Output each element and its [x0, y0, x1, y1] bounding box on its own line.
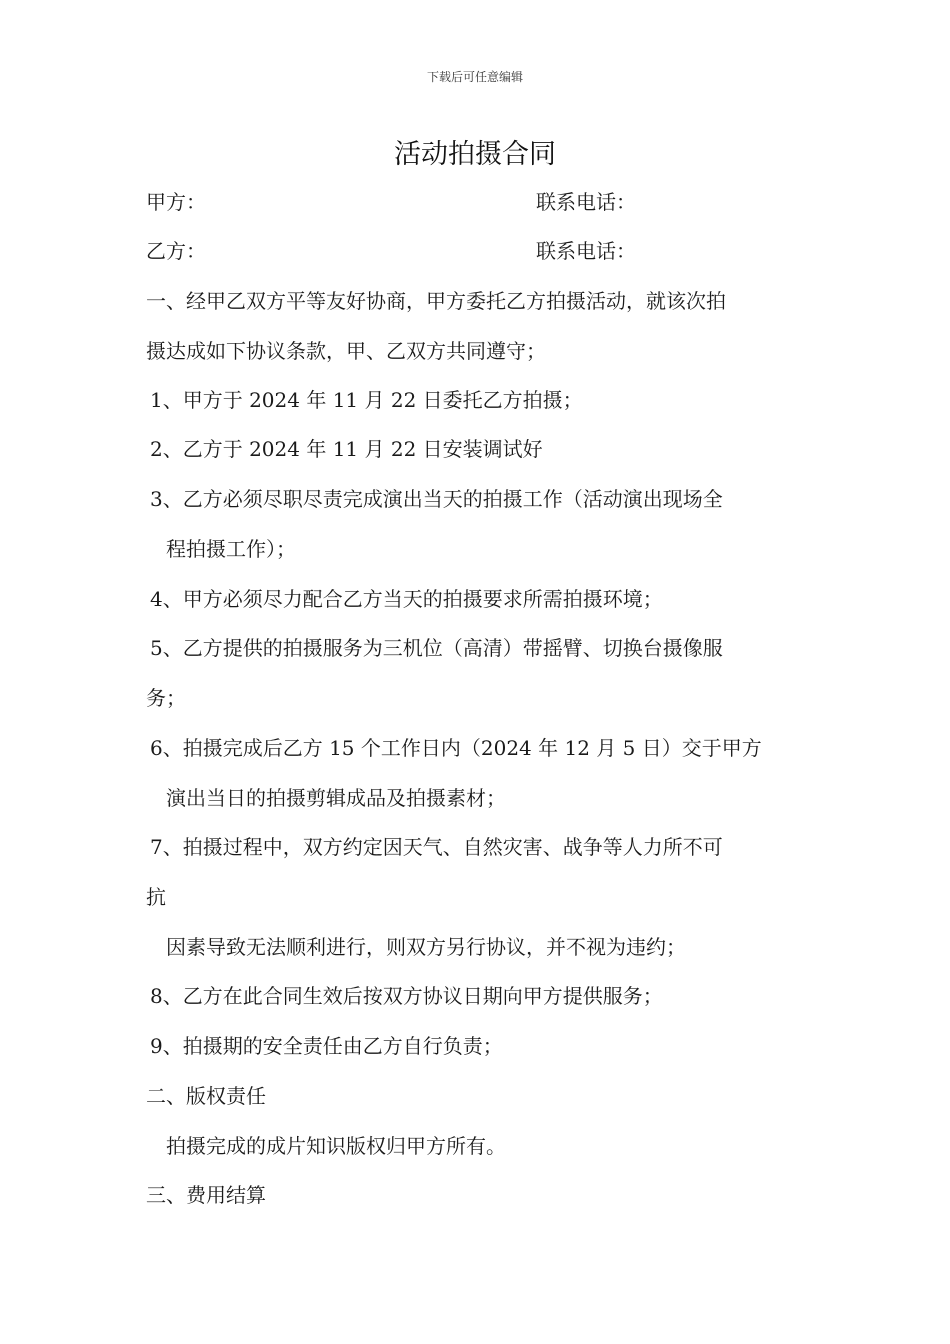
party-b-label: 乙方：: [146, 239, 206, 263]
clause-7-line3: 因素导致无法顺利进行，则双方另行协议，并不视为违约；: [166, 935, 686, 959]
clause-8: 8、乙方在此合同生效后按双方协议日期向甲方提供服务；: [150, 984, 663, 1008]
clause-9: 9、拍摄期的安全责任由乙方自行负责；: [150, 1034, 503, 1058]
clause-4: 4、甲方必须尽力配合乙方当天的拍摄要求所需拍摄环境；: [150, 587, 663, 611]
section-fee-heading: 三、费用结算: [146, 1183, 266, 1207]
section-copyright-text: 拍摄完成的成片知识版权归甲方所有。: [166, 1134, 506, 1158]
clause-3-line2: 程拍摄工作）；: [166, 537, 296, 561]
clause-5-line1: 5、乙方提供的拍摄服务为三机位（高清）带摇臂、切换台摄像服: [150, 636, 723, 660]
header-note: 下载后可任意编辑: [426, 70, 523, 84]
clause-5-line2: 务；: [146, 686, 186, 710]
section-copyright-heading: 二、版权责任: [146, 1084, 266, 1108]
clause-6-line2: 演出当日的拍摄剪辑成品及拍摄素材；: [166, 786, 506, 810]
clause-1: 1、甲方于 2024 年 11 月 22 日委托乙方拍摄；: [150, 388, 583, 412]
clause-2: 2、乙方于 2024 年 11 月 22 日安装调试好: [150, 437, 543, 461]
party-b-phone-label: 联系电话：: [536, 239, 636, 263]
clause-3-line1: 3、乙方必须尽职尽责完成演出当天的拍摄工作（活动演出现场全: [150, 487, 723, 511]
party-a-phone-label: 联系电话：: [536, 190, 636, 214]
clause-6-line1: 6、拍摄完成后乙方 15 个工作日内（2024 年 12 月 5 日）交于甲方: [150, 736, 762, 760]
party-a-label: 甲方：: [146, 190, 206, 214]
clause-intro-line2: 摄达成如下协议条款，甲、乙双方共同遵守；: [146, 339, 546, 363]
clause-intro-line1: 一、经甲乙双方平等友好协商，甲方委托乙方拍摄活动，就该次拍: [146, 289, 726, 313]
document-title: 活动拍摄合同: [394, 139, 556, 170]
clause-7-line1: 7、拍摄过程中，双方约定因天气、自然灾害、战争等人力所不可: [150, 835, 723, 859]
clause-7-line2: 抗: [146, 885, 166, 909]
